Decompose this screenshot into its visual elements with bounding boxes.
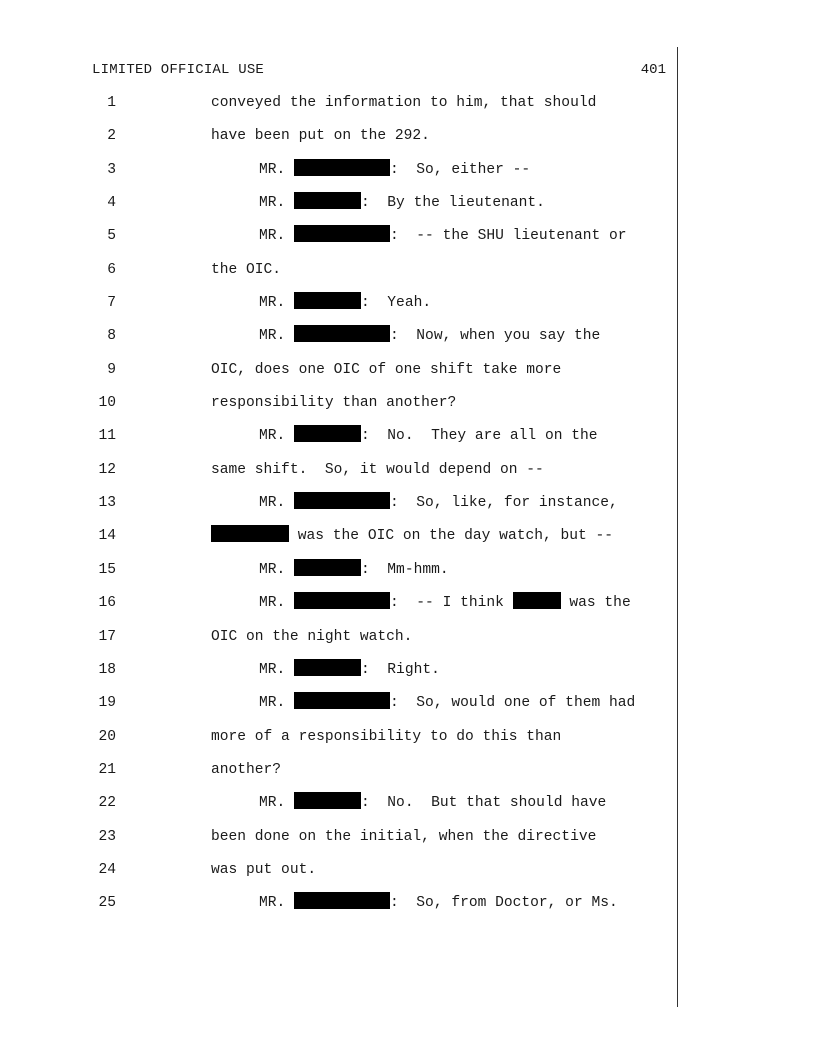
line-number: 16 <box>98 595 116 612</box>
line-number: 25 <box>98 895 116 912</box>
line-number: 17 <box>98 628 116 645</box>
redaction-box <box>294 192 361 209</box>
line-text <box>211 859 316 881</box>
line-content: conveyed the information to him, that should <box>211 95 597 111</box>
line-number: 14 <box>98 528 116 545</box>
transcript-line <box>0 859 700 892</box>
speaker-label: MR. <box>259 195 295 212</box>
line-text <box>211 726 561 748</box>
transcript-line <box>0 792 700 825</box>
line-content: the OIC. <box>211 261 282 278</box>
line-content: : By the lieutenant. <box>361 195 545 212</box>
line-content: another? <box>211 761 282 778</box>
line-text <box>259 892 618 914</box>
line-text <box>259 425 598 447</box>
line-text <box>259 659 440 681</box>
page-number: 401 <box>640 62 666 78</box>
transcript-line <box>0 892 700 925</box>
line-number: 5 <box>107 228 116 245</box>
transcript-line <box>0 559 700 592</box>
speaker-label: MR. <box>259 695 295 712</box>
line-number: 12 <box>98 461 116 478</box>
redaction-box <box>294 692 390 709</box>
line-number: 8 <box>107 328 116 345</box>
speaker-label: MR. <box>259 561 295 578</box>
line-text <box>259 792 606 814</box>
line-text <box>259 559 449 581</box>
redaction-box <box>294 159 390 176</box>
line-content: same shift. So, it would depend on -- <box>211 461 544 478</box>
speaker-label: MR. <box>259 295 295 312</box>
line-content: : Right. <box>361 661 440 678</box>
transcript-line <box>0 759 700 792</box>
redaction-box <box>294 659 361 676</box>
line-content: OIC, does one OIC of one shift take more <box>211 361 562 378</box>
line-number: 9 <box>107 361 116 378</box>
transcript-line <box>0 492 700 525</box>
transcript-lines <box>0 92 700 926</box>
line-number: 2 <box>107 128 116 145</box>
line-content: : Yeah. <box>361 295 432 312</box>
line-content: was the <box>560 595 631 612</box>
transcript-line <box>0 259 700 292</box>
line-text <box>211 459 544 481</box>
line-content: : So, either -- <box>390 161 531 178</box>
transcript-line <box>0 592 700 625</box>
line-number: 18 <box>98 661 116 678</box>
line-text <box>259 692 635 714</box>
line-text <box>259 225 627 247</box>
redaction-box <box>294 492 390 509</box>
line-content: : No. But that should have <box>361 795 607 812</box>
speaker-label: MR. <box>259 161 295 178</box>
line-content: have been put on the 292. <box>211 128 430 145</box>
line-content: was put out. <box>211 861 317 878</box>
redaction-box <box>294 225 390 242</box>
line-number: 13 <box>98 495 116 512</box>
transcript-line <box>0 459 700 492</box>
line-text <box>259 292 431 314</box>
speaker-label: MR. <box>259 328 295 345</box>
transcript-line <box>0 159 700 192</box>
transcript-line <box>0 826 700 859</box>
line-text <box>259 592 631 614</box>
line-number: 19 <box>98 695 116 712</box>
line-text <box>211 125 430 147</box>
line-content: OIC on the night watch. <box>211 628 413 645</box>
line-text <box>211 525 613 547</box>
line-content: : Mm-hmm. <box>361 561 449 578</box>
transcript-line <box>0 125 700 158</box>
line-number: 10 <box>98 395 116 412</box>
transcript-line <box>0 92 700 125</box>
line-text <box>211 826 596 848</box>
header-classification: LIMITED OFFICIAL USE <box>92 62 265 78</box>
line-content: : Now, when you say the <box>390 328 601 345</box>
line-text <box>211 759 281 781</box>
line-text <box>211 392 456 414</box>
speaker-label: MR. <box>259 661 295 678</box>
redaction-box <box>294 292 361 309</box>
redaction-box <box>294 425 361 442</box>
transcript-line <box>0 626 700 659</box>
line-content: : No. They are all on the <box>361 428 598 445</box>
speaker-label: MR. <box>259 795 295 812</box>
line-text <box>211 359 561 381</box>
line-content: responsibility than another? <box>211 395 457 412</box>
line-content: : So, like, for instance, <box>390 495 618 512</box>
line-number: 15 <box>98 561 116 578</box>
line-number: 23 <box>98 828 116 845</box>
line-content: : -- the SHU lieutenant or <box>390 228 627 245</box>
line-number: 22 <box>98 795 116 812</box>
line-number: 3 <box>107 161 116 178</box>
speaker-label: MR. <box>259 595 295 612</box>
redaction-box <box>294 592 390 609</box>
line-number: 1 <box>107 95 116 111</box>
line-text <box>259 325 600 347</box>
redaction-box <box>294 559 361 576</box>
redaction-box <box>513 592 561 609</box>
line-content: : -- I think <box>390 595 513 612</box>
redaction-box <box>211 525 289 542</box>
redaction-box <box>294 892 390 909</box>
transcript-line <box>0 325 700 358</box>
line-content: more of a responsibility to do this than <box>211 728 562 745</box>
line-text <box>259 192 545 214</box>
line-number: 11 <box>98 428 116 445</box>
line-number: 24 <box>98 861 116 878</box>
transcript-line <box>0 359 700 392</box>
transcript-line <box>0 392 700 425</box>
line-text <box>211 626 412 648</box>
line-text <box>211 259 281 281</box>
transcript-line <box>0 225 700 258</box>
line-number: 21 <box>98 761 116 778</box>
line-text <box>259 492 618 514</box>
line-number: 20 <box>98 728 116 745</box>
transcript-line <box>0 292 700 325</box>
speaker-label: MR. <box>259 895 295 912</box>
transcript-line <box>0 525 700 558</box>
line-content: : So, from Doctor, or Ms. <box>390 895 618 912</box>
line-content: been done on the initial, when the directive <box>211 828 597 845</box>
speaker-label: MR. <box>259 228 295 245</box>
transcript-line <box>0 692 700 725</box>
line-number: 6 <box>107 261 116 278</box>
line-number: 7 <box>107 295 116 312</box>
line-number: 4 <box>107 195 116 212</box>
transcript-line <box>0 726 700 759</box>
transcript-line <box>0 192 700 225</box>
line-text <box>259 159 530 181</box>
line-content: was the OIC on the day watch, but -- <box>289 528 614 545</box>
line-content: : So, would one of them had <box>390 695 636 712</box>
line-text <box>211 92 596 114</box>
transcript-line <box>0 659 700 692</box>
redaction-box <box>294 325 390 342</box>
speaker-label: MR. <box>259 495 295 512</box>
transcript-line <box>0 425 700 458</box>
speaker-label: MR. <box>259 428 295 445</box>
redaction-box <box>294 792 361 809</box>
